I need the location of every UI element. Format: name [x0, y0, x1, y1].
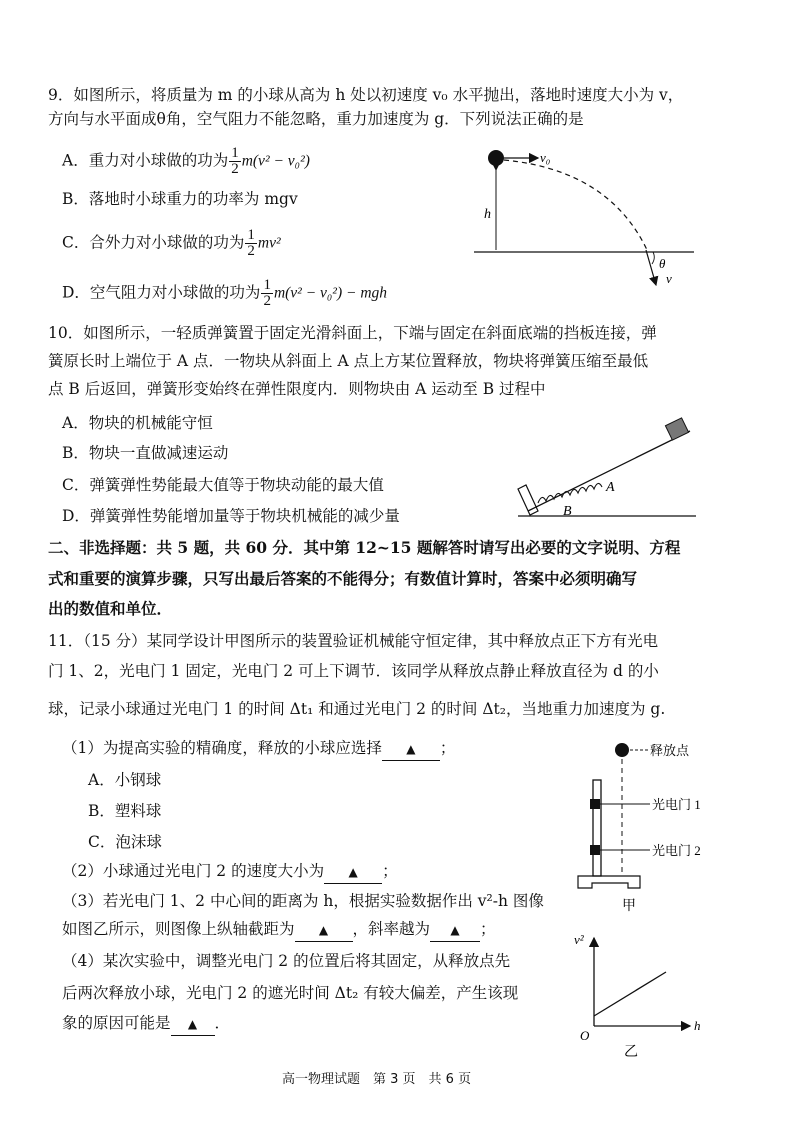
- section2-line1: 二、非选择题：共 5 题，共 60 分．其中第 12~15 题解答时请写出必要的文字说明、方程: [48, 538, 681, 557]
- h-label: h: [484, 207, 491, 222]
- trajectory: [504, 160, 648, 252]
- q9-option-d-prefix: D．空气阻力对小球做的功为: [62, 283, 261, 302]
- q9-option-a-expr: m(v² − v₀²): [241, 152, 310, 170]
- section2-line2: 式和重要的演算步骤，只写出最后答案的不能得分；有数值计算时，答案中必须明确写: [48, 569, 638, 588]
- fraction-half: $\frac{1}{2}$: [231, 145, 239, 177]
- release-label: 释放点: [650, 743, 690, 758]
- q10-option-c: C．弹簧弹性势能最大值等于物块动能的最大值: [62, 476, 384, 494]
- spring: [538, 483, 602, 503]
- baffle: [518, 485, 538, 515]
- answer-blank: ▲: [324, 861, 382, 884]
- v0-label: v₀: [540, 150, 551, 165]
- q9-option-d-expr: m(v² − v₀²) − mgh: [273, 284, 388, 302]
- release-ball: [615, 743, 629, 757]
- q11-part4-text: 象的原因可能是: [62, 1014, 171, 1032]
- q11-part1-text: （1）为提高实验的精确度，释放的小球应选择: [62, 739, 382, 757]
- stand-pole: [593, 780, 601, 876]
- figure-jia-apparatus: [570, 735, 770, 915]
- q9-line1: 9．如图所示，将质量为 m 的小球从高为 h 处以初速度 v₀ 水平抛出，落地时速度大小为 v，: [48, 86, 684, 104]
- figure-yi-caption: 乙: [624, 1045, 638, 1060]
- q9-option-b: B．落地时小球重力的功率为 mgv: [62, 190, 298, 208]
- q11-part3-text-c: ；: [480, 920, 496, 938]
- incline-surface: [528, 431, 690, 511]
- theta-arc: [652, 252, 654, 264]
- gate2-block: [590, 845, 600, 855]
- q11-part4-end: ．: [214, 1014, 231, 1032]
- q9-line2: 方向与水平面成θ角，空气阻力不能忽略，重力加速度为 g．下列说法正确的是: [48, 110, 584, 128]
- gate1-block: [590, 799, 600, 809]
- point-b-label: B: [563, 504, 572, 519]
- origin-label: O: [580, 1028, 590, 1043]
- answer-blank: ▲: [430, 919, 480, 942]
- q11-part4-line3: [62, 1012, 230, 1036]
- q10-option-a: A．物块的机械能守恒: [62, 414, 213, 432]
- q11-part2-end: ；: [382, 862, 398, 880]
- q11-part1-option-a: A．小钢球: [88, 771, 162, 789]
- q11-part1-option-c: C．泡沫球: [88, 833, 162, 851]
- answer-blank: ▲: [295, 919, 353, 942]
- q9-projectile-figure: [470, 140, 700, 300]
- figure-jia-caption: 甲: [622, 899, 636, 914]
- figure-yi-graph: [566, 930, 706, 1060]
- q9-option-c: [62, 228, 281, 259]
- v-label: v: [666, 271, 672, 286]
- q11-part3-line1: （3）若光电门 1、2 中心间的距离为 h，根据实验数据作出 v²-h 图像: [62, 892, 544, 910]
- v2-h-line: [594, 972, 666, 1016]
- page-footer: 高一物理试题 第 3 页 共 6 页: [282, 1072, 472, 1087]
- theta-label: θ: [659, 256, 666, 271]
- q10-option-b: B．物块一直做减速运动: [62, 444, 229, 462]
- q10-line3: 点 B 后返回，弹簧形变始终在弹性限度内．则物块由 A 运动至 B 过程中: [48, 380, 546, 398]
- q11-line1: 11．（15 分）某同学设计甲图所示的装置验证机械能守恒定律，其中释放点正下方有光电: [48, 632, 659, 650]
- q11-part1: [62, 737, 455, 761]
- q10-incline-figure: [508, 415, 708, 520]
- q9-option-c-expr: mv²: [257, 234, 281, 252]
- q10-line1: 10．如图所示，一轻质弹簧置于固定光滑斜面上，下端与固定在斜面底端的挡板连接，弹: [48, 324, 657, 342]
- point-a-label: A: [606, 480, 615, 495]
- x-axis-label: h: [694, 1018, 701, 1033]
- q11-part4-line2: 后两次释放小球，光电门 2 的遮光时间 Δt₂ 有较大偏差，产生该现: [62, 984, 519, 1002]
- q9-option-a: [62, 146, 310, 177]
- q11-part3-line2: [62, 918, 496, 942]
- q9-option-d: [62, 278, 387, 309]
- q11-part2-text: （2）小球通过光电门 2 的速度大小为: [62, 862, 325, 880]
- gate1-label: 光电门 1: [652, 797, 701, 812]
- q11-part2: [62, 860, 398, 884]
- ball: [488, 150, 504, 166]
- fraction-half: $\frac{1}{2}$: [247, 227, 255, 259]
- q10-line2: 簧原长时上端位于 A 点．一物块从斜面上 A 点上方某位置释放，物块将弹簧压缩至最低: [48, 352, 649, 370]
- stand-base: [578, 876, 640, 888]
- answer-blank: ▲: [382, 738, 440, 761]
- q10-option-d: D．弹簧弹性势能增加量等于物块机械能的减少量: [62, 507, 400, 525]
- answer-blank: ▲: [171, 1013, 215, 1036]
- q11-part3-text-b: ，斜率越为: [352, 920, 431, 938]
- q11-line2: 门 1、2，光电门 1 固定，光电门 2 可上下调节．该同学从释放点静止释放直径为 d 的小: [48, 662, 659, 680]
- q9-option-a-prefix: A．重力对小球做的功为: [62, 151, 229, 170]
- gate2-label: 光电门 2: [652, 843, 701, 858]
- q11-part4-line1: （4）某次实验中，调整光电门 2 的位置后将其固定，从释放点先: [62, 952, 511, 970]
- q11-line3: 球，记录小球通过光电门 1 的时间 Δt₁ 和通过光电门 2 的时间 Δt₂，当地重力加速度为 g.: [48, 700, 666, 718]
- y-axis-label: v²: [574, 932, 584, 947]
- q9-option-c-prefix: C．合外力对小球做的功为: [62, 233, 245, 252]
- q11-part1-end: ；: [439, 739, 456, 757]
- fraction-half: $\frac{1}{2}$: [263, 277, 271, 309]
- q11-part3-text-a: 如图乙所示，则图像上纵轴截距为: [62, 920, 295, 938]
- block: [665, 418, 688, 440]
- q11-part1-option-b: B．塑料球: [88, 802, 162, 820]
- section2-line3: 出的数值和单位．: [48, 599, 173, 618]
